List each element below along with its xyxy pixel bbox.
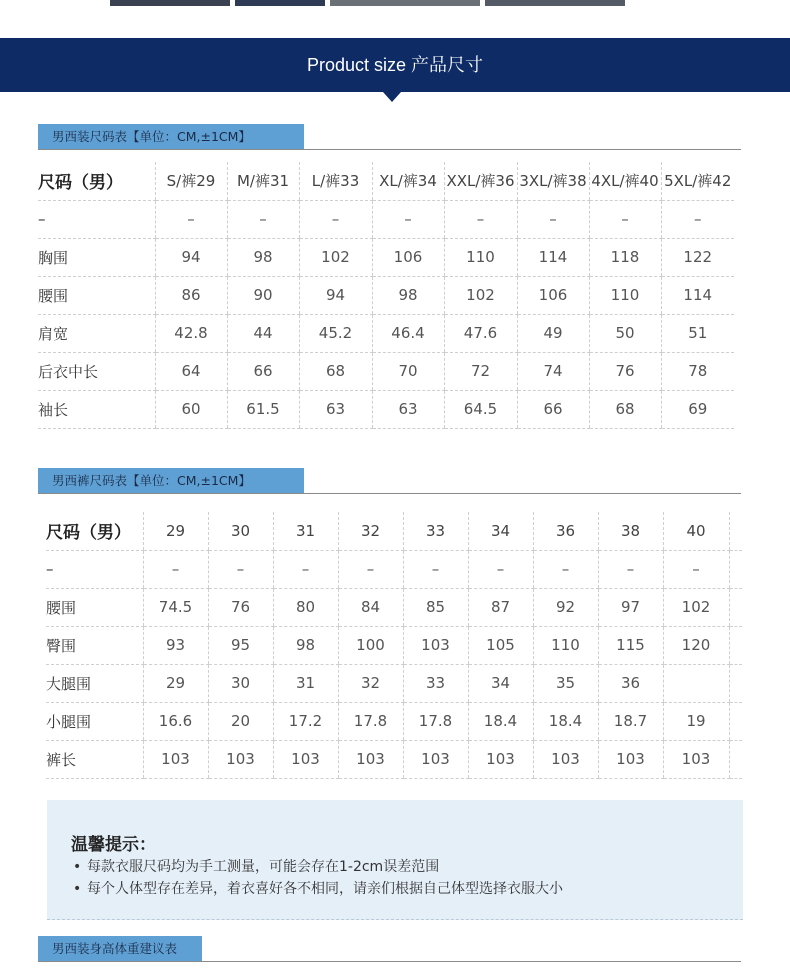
measurement-cell: 74.5 [143,588,208,626]
size-column-header: XL/裤34 [372,162,444,200]
measurement-cell [663,664,729,702]
measurement-cell: 103 [338,740,403,778]
product-size-banner [0,38,790,92]
measurement-cell: 16.6 [143,702,208,740]
measurement-cell: 98 [273,626,338,664]
size-column-header: 36 [533,512,598,550]
measurement-cell [729,626,742,664]
measurement-cell: 30 [208,664,273,702]
measurement-cell: 103 [208,740,273,778]
measurement-cell [729,664,742,702]
table-row [46,702,742,740]
measurement-cell: 61.5 [227,390,299,428]
table-row [38,276,734,314]
measurement-cell: 115 [598,626,663,664]
measurement-cell: 31 [273,664,338,702]
table-row [46,550,742,588]
measurement-cell: 17.8 [403,702,468,740]
measurement-cell: 84 [338,588,403,626]
measurement-cell: 45.2 [299,314,372,352]
measurement-cell: 20 [208,702,273,740]
measurement-cell: 34 [468,664,533,702]
measurement-cell: 66 [517,390,589,428]
jacket-section-header [38,124,741,150]
product-photo-bottom-edge [0,0,790,6]
tips-title: 温馨提示： [71,835,156,855]
measurement-cell: – [372,200,444,238]
table-row [46,626,742,664]
measurement-cell: – [143,550,208,588]
measurement-cell: 74 [517,352,589,390]
measurement-cell: 103 [403,740,468,778]
measurement-cell: – [338,550,403,588]
measurement-cell: 64.5 [444,390,517,428]
measurement-cell: – [533,550,598,588]
measurement-cell: 70 [372,352,444,390]
size-column-header: 29 [143,512,208,550]
measurement-cell: 103 [143,740,208,778]
measurement-cell: – [663,550,729,588]
measurement-cell: 93 [143,626,208,664]
measurement-cell: 102 [444,276,517,314]
table-row [38,238,734,276]
measurement-cell: – [403,550,468,588]
measurement-cell: 97 [598,588,663,626]
measurement-cell: – [589,200,661,238]
table-row [38,314,734,352]
measurement-cell: 120 [663,626,729,664]
table-header-row [38,162,734,200]
measurement-cell: 50 [589,314,661,352]
measurement-cell: 17.2 [273,702,338,740]
measurement-cell: 44 [227,314,299,352]
tips-item [73,856,563,878]
measurement-label: – [38,200,155,238]
measurement-cell: 100 [338,626,403,664]
measurement-cell: 66 [227,352,299,390]
measurement-cell: 18.7 [598,702,663,740]
measurement-cell: 64 [155,352,227,390]
size-header-label: 尺码（男） [46,512,143,550]
measurement-cell: 36 [598,664,663,702]
measurement-cell: 114 [517,238,589,276]
size-column-header: 30 [208,512,273,550]
size-column-header: 5XL/裤42 [661,162,734,200]
measurement-cell: 29 [143,664,208,702]
measurement-cell: 106 [517,276,589,314]
measurement-cell: 80 [273,588,338,626]
tips-item [73,878,563,900]
measurement-cell: 18.4 [468,702,533,740]
measurement-cell: 110 [444,238,517,276]
measurement-cell [729,740,742,778]
table-header-row [46,512,742,550]
measurement-label: – [46,550,143,588]
jacket-size-table [38,162,734,429]
measurement-cell: 49 [517,314,589,352]
banner-arrow-icon [383,92,401,102]
size-column-header: M/裤31 [227,162,299,200]
measurement-cell: 63 [372,390,444,428]
measurement-cell: 102 [299,238,372,276]
measurement-cell: 110 [533,626,598,664]
measurement-cell: 32 [338,664,403,702]
measurement-cell: 92 [533,588,598,626]
measurement-label: 小腿围 [46,702,143,740]
measurement-cell: – [517,200,589,238]
measurement-cell [729,702,742,740]
measurement-cell: 18.4 [533,702,598,740]
measurement-cell: – [273,550,338,588]
measurement-cell: 90 [227,276,299,314]
tips-item-text: 每个人体型存在差异，着衣喜好各不相同，请亲们根据自己体型选择衣服大小 [87,881,563,897]
measurement-cell: 103 [663,740,729,778]
measurement-cell: 122 [661,238,734,276]
measurement-cell: – [444,200,517,238]
size-column-header: 32 [338,512,403,550]
measurement-cell: 60 [155,390,227,428]
measurement-cell: 33 [403,664,468,702]
measurement-cell: 98 [372,276,444,314]
measurement-cell: – [208,550,273,588]
size-column-header: 3XL/裤38 [517,162,589,200]
height-weight-section-header [38,936,741,962]
bullet-icon: • [73,881,82,897]
tips-item-text: 每款衣服尺码均为手工测量，可能会存在1-2cm误差范围 [87,859,440,875]
banner-title: Product size 产品尺寸 [306,55,484,75]
measurement-cell: 106 [372,238,444,276]
measurement-label: 肩宽 [38,314,155,352]
measurement-label: 腰围 [38,276,155,314]
bullet-icon: • [73,859,82,875]
measurement-cell: 103 [533,740,598,778]
table-row [46,740,742,778]
measurement-label: 腰围 [46,588,143,626]
measurement-cell: 103 [273,740,338,778]
size-column-header: 33 [403,512,468,550]
measurement-cell: 103 [468,740,533,778]
measurement-label: 臀围 [46,626,143,664]
measurement-cell: 68 [589,390,661,428]
jacket-section-title: 男西装尺码表【单位：CM,±1CM】 [38,124,304,149]
pants-section-header [38,468,741,494]
measurement-cell: 42.8 [155,314,227,352]
measurement-cell: – [598,550,663,588]
size-header-label: 尺码（男） [38,162,155,200]
pants-section-title: 男西裤尺码表【单位：CM,±1CM】 [38,468,304,493]
measurement-cell: 85 [403,588,468,626]
measurement-cell: 110 [589,276,661,314]
measurement-cell [729,550,742,588]
measurement-cell: 102 [663,588,729,626]
table-row [38,352,734,390]
size-column-header [729,512,742,550]
table-row [46,588,742,626]
measurement-cell: 69 [661,390,734,428]
table-row [46,664,742,702]
measurement-cell [729,588,742,626]
measurement-cell: 87 [468,588,533,626]
tips-list [73,856,563,900]
measurement-cell: – [227,200,299,238]
size-column-header: 4XL/裤40 [589,162,661,200]
table-row [38,200,734,238]
measurement-cell: 86 [155,276,227,314]
measurement-label: 后衣中长 [38,352,155,390]
measurement-cell: 51 [661,314,734,352]
measurement-cell: – [661,200,734,238]
measurement-cell: 95 [208,626,273,664]
height-weight-section-title: 男西装身高体重建议表 [38,936,202,961]
measurement-label: 胸围 [38,238,155,276]
size-column-header: 34 [468,512,533,550]
measurement-cell: 118 [589,238,661,276]
measurement-cell: 76 [589,352,661,390]
measurement-cell: 35 [533,664,598,702]
measurement-cell: 47.6 [444,314,517,352]
size-column-header: L/裤33 [299,162,372,200]
size-column-header: 31 [273,512,338,550]
pants-size-table [46,512,742,779]
measurement-cell: – [468,550,533,588]
measurement-cell: – [299,200,372,238]
measurement-cell: 19 [663,702,729,740]
measurement-cell: 94 [155,238,227,276]
measurement-cell: 105 [468,626,533,664]
measurement-label: 袖长 [38,390,155,428]
measurement-cell: 17.8 [338,702,403,740]
measurement-cell: 72 [444,352,517,390]
measurement-cell: 46.4 [372,314,444,352]
size-column-header: 38 [598,512,663,550]
measurement-cell: – [155,200,227,238]
measurement-cell: 76 [208,588,273,626]
size-column-header: XXL/裤36 [444,162,517,200]
measurement-cell: 103 [403,626,468,664]
measurement-cell: 68 [299,352,372,390]
measurement-label: 大腿围 [46,664,143,702]
measurement-cell: 78 [661,352,734,390]
measurement-cell: 63 [299,390,372,428]
measurement-cell: 94 [299,276,372,314]
measurement-label: 裤长 [46,740,143,778]
measurement-cell: 114 [661,276,734,314]
measurement-cell: 103 [598,740,663,778]
tips-box [47,800,743,920]
size-column-header: 40 [663,512,729,550]
measurement-cell: 98 [227,238,299,276]
size-column-header: S/裤29 [155,162,227,200]
table-row [38,390,734,428]
